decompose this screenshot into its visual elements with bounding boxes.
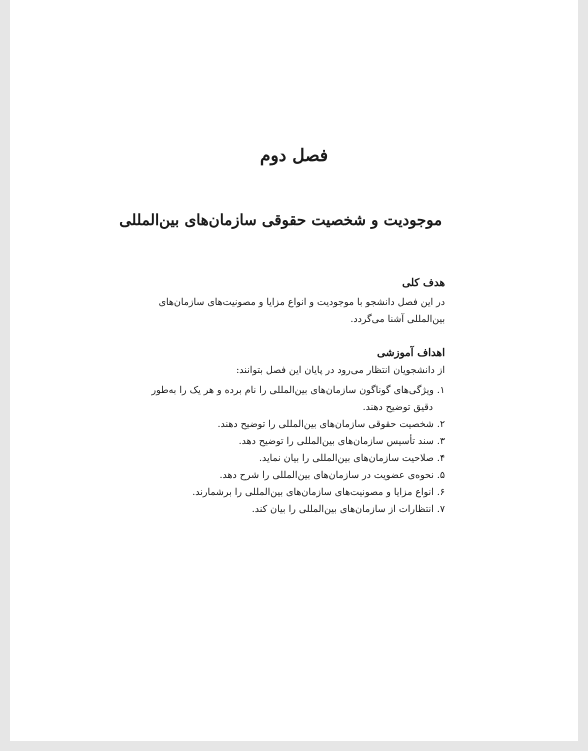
list-item: ۶. انواع مزایا و مصونیت‌های سازمان‌های بین‌المللی را برشمارند.: [192, 487, 445, 498]
list-item: ۱. ویژگی‌های گوناگون سازمان‌های بین‌المللی را نام برده و هر یک را به‌طور دقیق توضیح دهند.: [151, 385, 445, 413]
general-goal-heading: هدف کلی: [402, 277, 445, 289]
learning-objectives-intro: از دانشجویان انتظار می‌رود در پایان این فصل بتوانند:: [236, 365, 445, 376]
learning-objectives-list: [135, 382, 445, 518]
document-page: [10, 0, 578, 741]
general-goal-text: در این فصل دانشجو با موجودیت و انواع مزایا و مصونیت‌های سازمان‌های بین‌المللی آشنا می‌گردد.: [158, 297, 445, 325]
list-item: ۷. انتظارات از سازمان‌های بین‌المللی را بیان کند.: [251, 504, 445, 515]
chapter-number-title: فصل دوم: [260, 146, 328, 166]
list-item: ۲. شخصیت حقوقی سازمان‌های بین‌المللی را توضیح دهند.: [217, 419, 445, 430]
list-item: ۵. نحوه‌ی عضویت در سازمان‌های بین‌المللی را شرح دهد.: [219, 470, 445, 481]
list-item: ۴. صلاحیت سازمان‌های بین‌المللی را بیان نماید.: [258, 453, 445, 464]
list-item: ۳. سند تأسیس سازمان‌های بین‌المللی را توضیح دهد.: [238, 436, 445, 447]
chapter-title: موجودیت و شخصیت حقوقی سازمان‌های بین‌المللی: [119, 211, 442, 229]
learning-objectives-heading: اهداف آموزشی: [376, 347, 445, 359]
